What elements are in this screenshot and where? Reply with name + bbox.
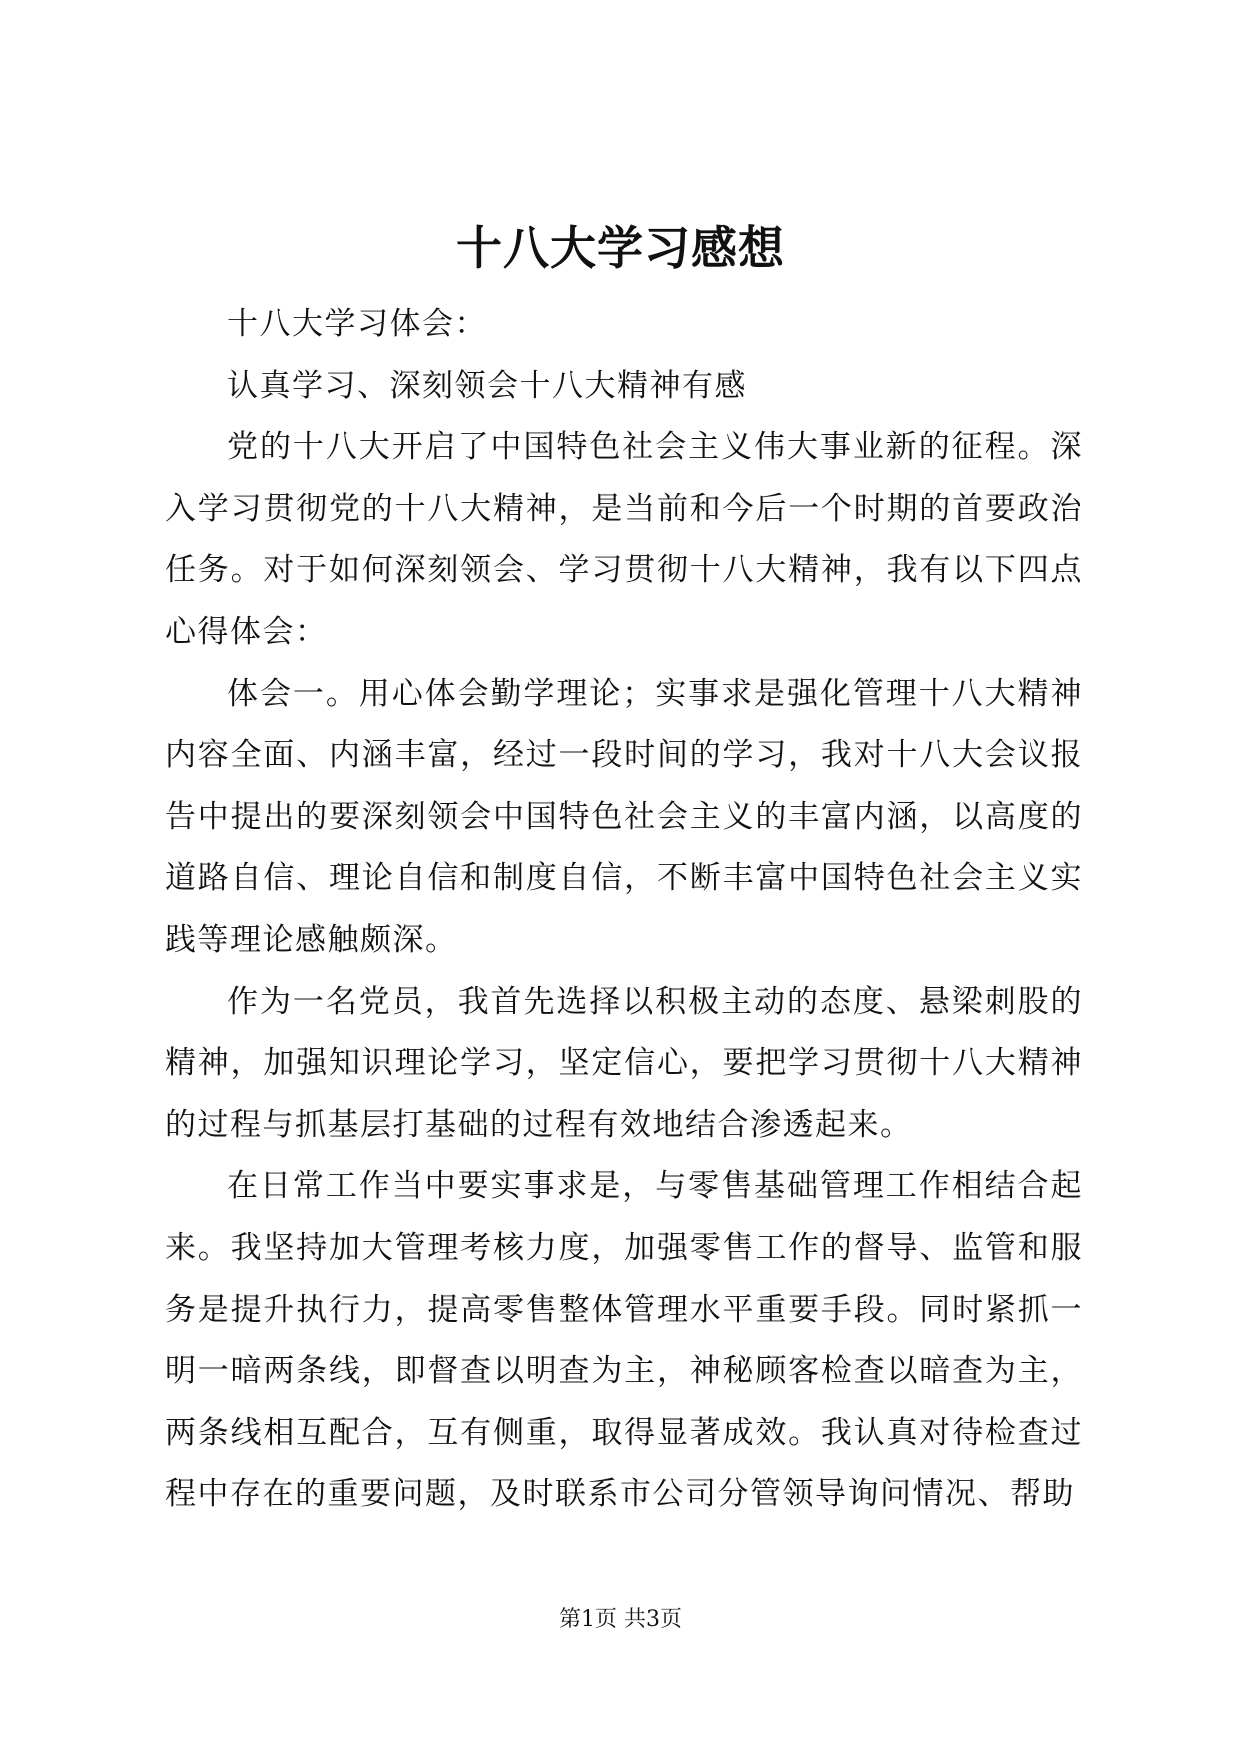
- page-total: 共3页: [624, 1607, 682, 1632]
- document-body: [165, 294, 1083, 1526]
- document-title: 十八大学习感想: [456, 221, 785, 275]
- paragraph-daily-work: 在日常工作当中要实事求是，与零售基础管理工作相结合起来。我坚持加大管理考核力度，加强零售工作的督导、监管和服务是提升执行力，提高零售整体管理水平重要手段。同时紧抓一明一暗两条线，即督查以明查为主，神秘顾客检查以暗查为主，两条线相互配合，互有侧重，取得显著成效。我认真对待检查过程中存在的重要问题，及时联系市公司分管领导询问情况、帮助: [165, 1168, 1083, 1513]
- paragraph-heading: 认真学习、深刻领会十八大精神有感: [227, 367, 747, 404]
- page-number: 第1页: [559, 1607, 617, 1632]
- paragraph-insight-one: 体会一。用心体会勤学理论；实事求是强化管理十八大精神内容全面、内涵丰富，经过一段时间的学习，我对十八大会议报告中提出的要深刻领会中国特色社会主义的丰富内涵，以高度的道路自信、理论自信和制度自信，不断丰富中国特色社会主义实践等理论感触颇深。: [165, 675, 1083, 958]
- paragraph-subtitle: 十八大学习体会：: [227, 306, 487, 342]
- paragraph-party-member: 作为一名党员，我首先选择以积极主动的态度、悬梁刺股的精神，加强知识理论学习，坚定信心，要把学习贯彻十八大精神的过程与抓基层打基础的过程有效地结合渗透起来。: [165, 983, 1083, 1143]
- paragraph-intro: 党的十八大开启了中国特色社会主义伟大事业新的征程。深入学习贯彻党的十八大精神，是当前和今后一个时期的首要政治任务。对于如何深刻领会、学习贯彻十八大精神，我有以下四点心得体会：: [165, 429, 1083, 650]
- page-footer: [0, 1605, 1241, 1635]
